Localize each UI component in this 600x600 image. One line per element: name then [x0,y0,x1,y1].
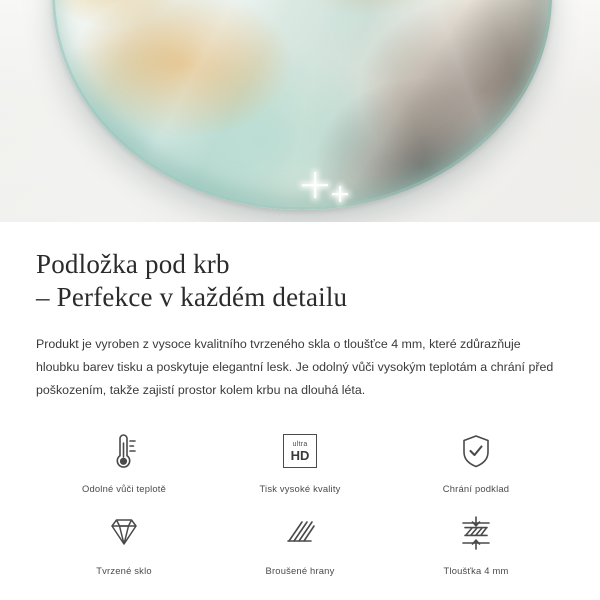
page-title [36,248,564,314]
feature-label: Tvrzené sklo [96,565,152,576]
feature-tempered-glass [36,510,212,576]
feature-thickness [388,510,564,576]
diamond-icon [104,510,144,556]
content-area [0,248,600,576]
shield-check-icon [458,428,494,474]
thickness-icon [455,510,497,556]
ultra-hd-icon: ultra HD [283,428,317,474]
feature-polished-edges [212,510,388,576]
feature-label: Chrání podklad [442,483,510,494]
polished-edges-icon [280,510,320,556]
hero-image [0,0,600,222]
feature-label: Tisk vysoké kvality [259,483,341,494]
feature-label: Odolné vůči teplotě [81,483,167,494]
headline-line-2: – Perfekce v každém detailu [36,282,348,312]
feature-grid [36,428,564,576]
feature-print-quality [212,428,388,494]
feature-label: Broušené hrany [265,565,335,576]
feature-surface-protection [388,428,564,494]
thermometer-icon [106,428,142,474]
feature-temperature [36,428,212,494]
glass-board-image [52,0,552,210]
headline-line-1: Podložka pod krb [36,249,230,279]
description-paragraph: Produkt je vyroben z vysoce kvalitního tvrzeného skla o tloušťce 4 mm, které zdůrazňuje hloubku barev tisku a poskytuje elegantní lesk. Je odolný vůči vysokým teplotám a chrání před poškozením, takže zajistí prostor kolem krbu na dlouhá léta. [36,337,554,397]
feature-label: Tloušťka 4 mm [443,565,509,576]
